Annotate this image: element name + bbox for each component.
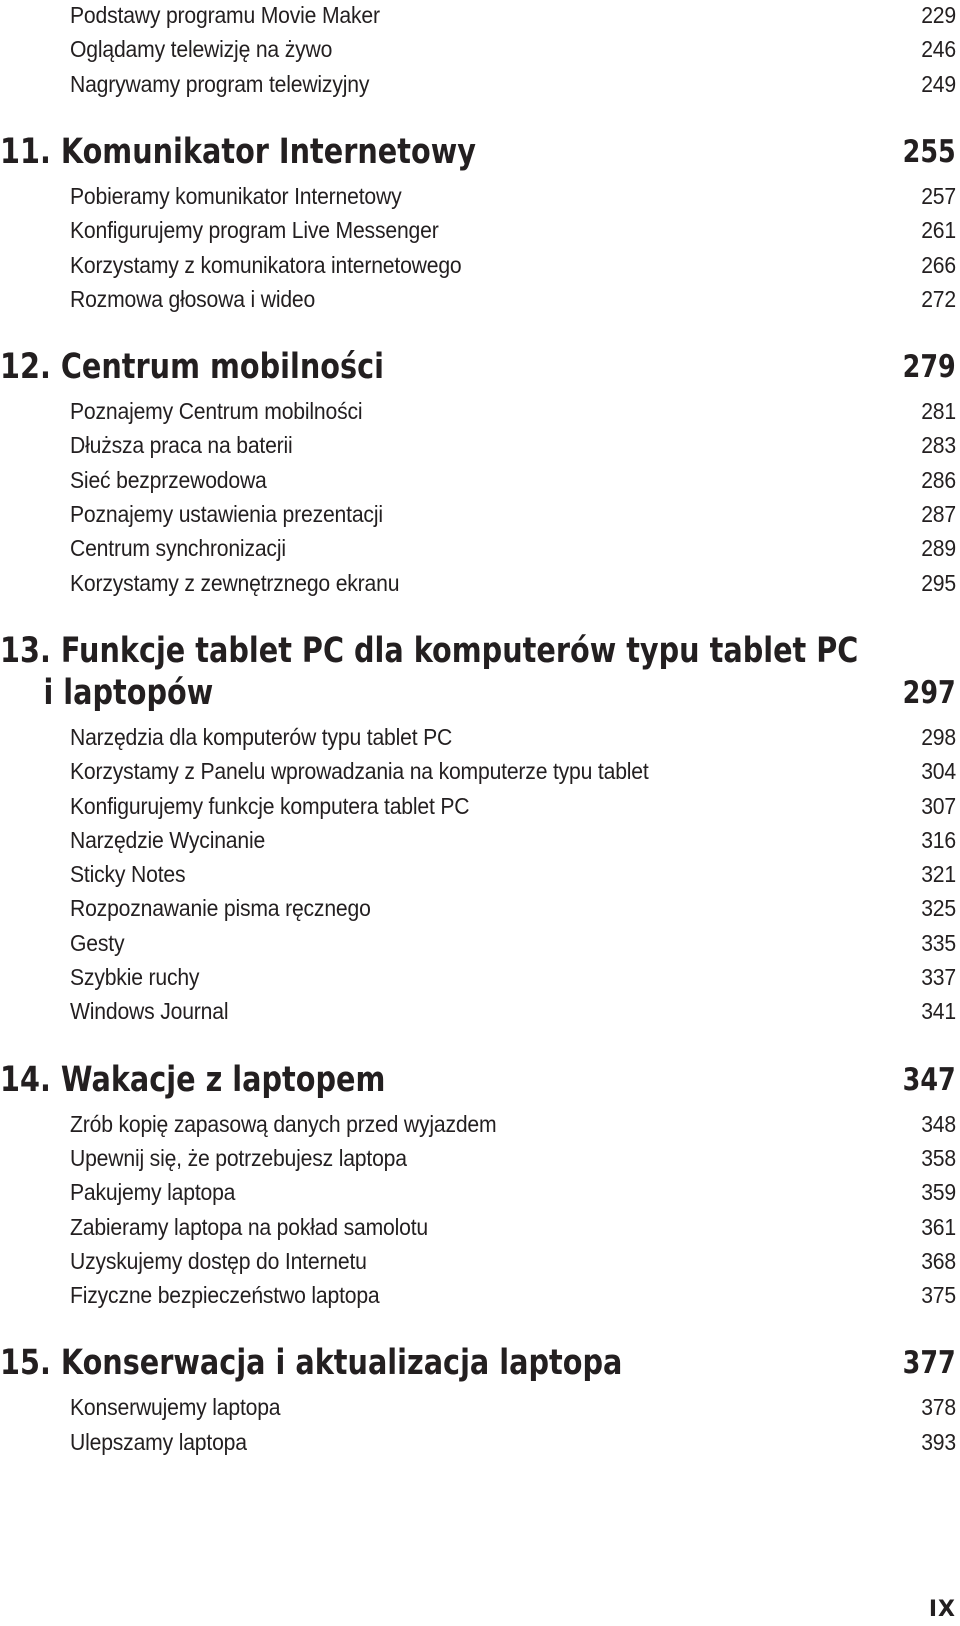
toc-entry-page: 281 xyxy=(921,398,956,425)
toc-entry-title: Konserwujemy laptopa xyxy=(70,1394,281,1421)
toc-entry-page: 321 xyxy=(921,861,956,888)
toc-entry-title: Ulepszamy laptopa xyxy=(70,1428,247,1455)
toc-entry-title: Poznajemy Centrum mobilności xyxy=(70,398,363,425)
toc-entry xyxy=(70,1177,956,1207)
toc-entry-title: Centrum synchronizacji xyxy=(70,535,286,562)
toc-entry xyxy=(70,181,956,211)
toc-entry-page: 286 xyxy=(921,466,956,493)
toc-entry xyxy=(70,1212,956,1242)
chapter-title xyxy=(0,630,858,714)
toc-entry-page: 378 xyxy=(921,1394,956,1421)
toc-entry xyxy=(70,499,956,529)
chapter-page: 279 xyxy=(902,349,956,386)
toc-entry xyxy=(70,69,956,99)
chapter-page: 347 xyxy=(902,1061,956,1098)
toc-entry-title: Pobieramy komunikator Internetowy xyxy=(70,182,402,209)
toc-entry xyxy=(70,962,956,992)
toc-entry-title: Korzystamy z komunikatora internetowego xyxy=(70,251,462,278)
toc-entry-title: Zabieramy laptopa na pokład samolotu xyxy=(70,1213,429,1240)
toc-entry-page: 266 xyxy=(921,251,956,278)
toc-entry-title: Fizyczne bezpieczeństwo laptopa xyxy=(70,1282,380,1309)
toc-entry-title: Korzystamy z zewnętrznego ekranu xyxy=(70,569,400,596)
toc-entry-title: Windows Journal xyxy=(70,998,229,1025)
toc-entry-page: 341 xyxy=(921,998,956,1025)
toc-entry xyxy=(70,1392,956,1422)
toc-entry-page: 348 xyxy=(921,1110,956,1137)
toc-entry xyxy=(70,568,956,598)
toc-entry-title: Rozpoznawanie pisma ręcznego xyxy=(70,895,371,922)
toc-entry xyxy=(70,215,956,245)
chapter-title-line: 15. Konserwacja i aktualizacja laptopa xyxy=(0,1343,623,1384)
toc-entry-title: Narzędzie Wycinanie xyxy=(70,826,266,853)
toc-entry-title: Podstawy programu Movie Maker xyxy=(70,2,380,28)
toc-entry xyxy=(70,722,956,752)
toc-entry-title: Uzyskujemy dostęp do Internetu xyxy=(70,1247,367,1274)
toc-entry-page: 246 xyxy=(921,36,956,63)
toc-entry-title: Narzędzia dla komputerów typu tablet PC xyxy=(70,723,453,750)
toc-entry-title: Sieć bezprzewodowa xyxy=(70,466,267,493)
chapter-page: 297 xyxy=(902,674,956,711)
toc-entry xyxy=(70,893,956,923)
toc-entry xyxy=(70,756,956,786)
toc-entry-page: 375 xyxy=(921,1282,956,1309)
toc-entry-page: 358 xyxy=(921,1144,956,1171)
chapter-title-line: 14. Wakacje z laptopem xyxy=(0,1059,386,1100)
chapter-heading xyxy=(0,131,956,173)
toc-entry xyxy=(70,1246,956,1276)
chapter-page: 255 xyxy=(902,133,956,170)
chapter-title-line: 11. Komunikator Internetowy xyxy=(0,131,476,172)
chapter-title xyxy=(0,1342,622,1384)
toc-entry xyxy=(70,928,956,958)
toc-entry xyxy=(70,250,956,280)
toc-entry-page: 337 xyxy=(921,964,956,990)
toc-entry xyxy=(70,0,956,30)
toc-entry-page: 229 xyxy=(921,2,956,28)
toc-entry-page: 393 xyxy=(921,1428,956,1455)
toc-entry-page: 325 xyxy=(921,895,956,922)
toc-entry-title: Zrób kopię zapasową danych przed wyjazdem xyxy=(70,1110,497,1137)
chapter-title xyxy=(0,131,476,173)
toc-entry-title: Korzystamy z Panelu wprowadzania na komputerze typu tablet xyxy=(70,758,649,785)
chapter-title xyxy=(0,1059,385,1101)
toc-entry-title: Sticky Notes xyxy=(70,861,186,888)
toc-entry-title: Upewnij się, że potrzebujesz laptopa xyxy=(70,1144,407,1171)
toc-entry-page: 261 xyxy=(921,217,956,244)
chapter-title-line: i laptopów xyxy=(43,672,214,713)
toc-entry xyxy=(70,996,956,1026)
chapter-title-line: 12. Centrum mobilności xyxy=(0,347,384,388)
toc-entry-page: 257 xyxy=(921,182,956,209)
toc-entry xyxy=(70,34,956,64)
toc-entry xyxy=(70,1427,956,1457)
toc-entry-title: Gesty xyxy=(70,929,125,956)
toc-entry-page: 289 xyxy=(921,535,956,562)
toc-entry-title: Nagrywamy program telewizyjny xyxy=(70,70,370,97)
toc-entry xyxy=(70,465,956,495)
chapter-heading xyxy=(0,1059,956,1101)
toc-entry-page: 249 xyxy=(921,70,956,97)
toc-entry xyxy=(70,1109,956,1139)
toc-entry xyxy=(70,1280,956,1310)
toc-entry-page: 359 xyxy=(921,1179,956,1206)
toc-entry xyxy=(70,859,956,889)
toc-entry-title: Poznajemy ustawienia prezentacji xyxy=(70,501,383,527)
page-number: IX xyxy=(928,1597,956,1622)
toc-entry-page: 295 xyxy=(921,569,956,596)
chapter-title xyxy=(0,346,384,388)
toc-entry xyxy=(70,533,956,563)
toc-entry-page: 287 xyxy=(921,501,956,527)
toc-entry-page: 335 xyxy=(921,929,956,956)
toc-entry xyxy=(70,825,956,855)
toc-entry-page: 361 xyxy=(921,1213,956,1240)
toc-entry-page: 298 xyxy=(921,723,956,750)
chapter-heading xyxy=(0,630,956,714)
toc-entry-title: Szybkie ruchy xyxy=(70,964,200,990)
toc-entry xyxy=(70,430,956,460)
toc-entry-page: 304 xyxy=(921,758,956,785)
toc-entry-page: 316 xyxy=(921,826,956,853)
toc-entry-title: Rozmowa głosowa i wideo xyxy=(70,285,316,312)
chapter-page: 377 xyxy=(902,1345,956,1382)
toc-entry-title: Konfigurujemy program Live Messenger xyxy=(70,217,439,244)
toc-entry-title: Dłuższa praca na baterii xyxy=(70,432,293,459)
toc-entry-title: Konfigurujemy funkcje komputera tablet PC xyxy=(70,792,470,819)
toc-entry xyxy=(70,284,956,314)
toc-entry-page: 283 xyxy=(921,432,956,459)
toc-entry-page: 368 xyxy=(921,1247,956,1274)
toc-entry-page: 307 xyxy=(921,792,956,819)
chapter-heading xyxy=(0,1342,956,1384)
chapter-title-line: 13. Funkcje tablet PC dla komputerów typu tablet PC xyxy=(0,630,859,671)
toc-entry xyxy=(70,1143,956,1173)
toc-entry-title: Oglądamy telewizję na żywo xyxy=(70,36,333,63)
toc-entry xyxy=(70,396,956,426)
toc-entry xyxy=(70,791,956,821)
toc-entry-title: Pakujemy laptopa xyxy=(70,1179,236,1206)
chapter-heading xyxy=(0,346,956,388)
toc-entry-page: 272 xyxy=(921,285,956,312)
